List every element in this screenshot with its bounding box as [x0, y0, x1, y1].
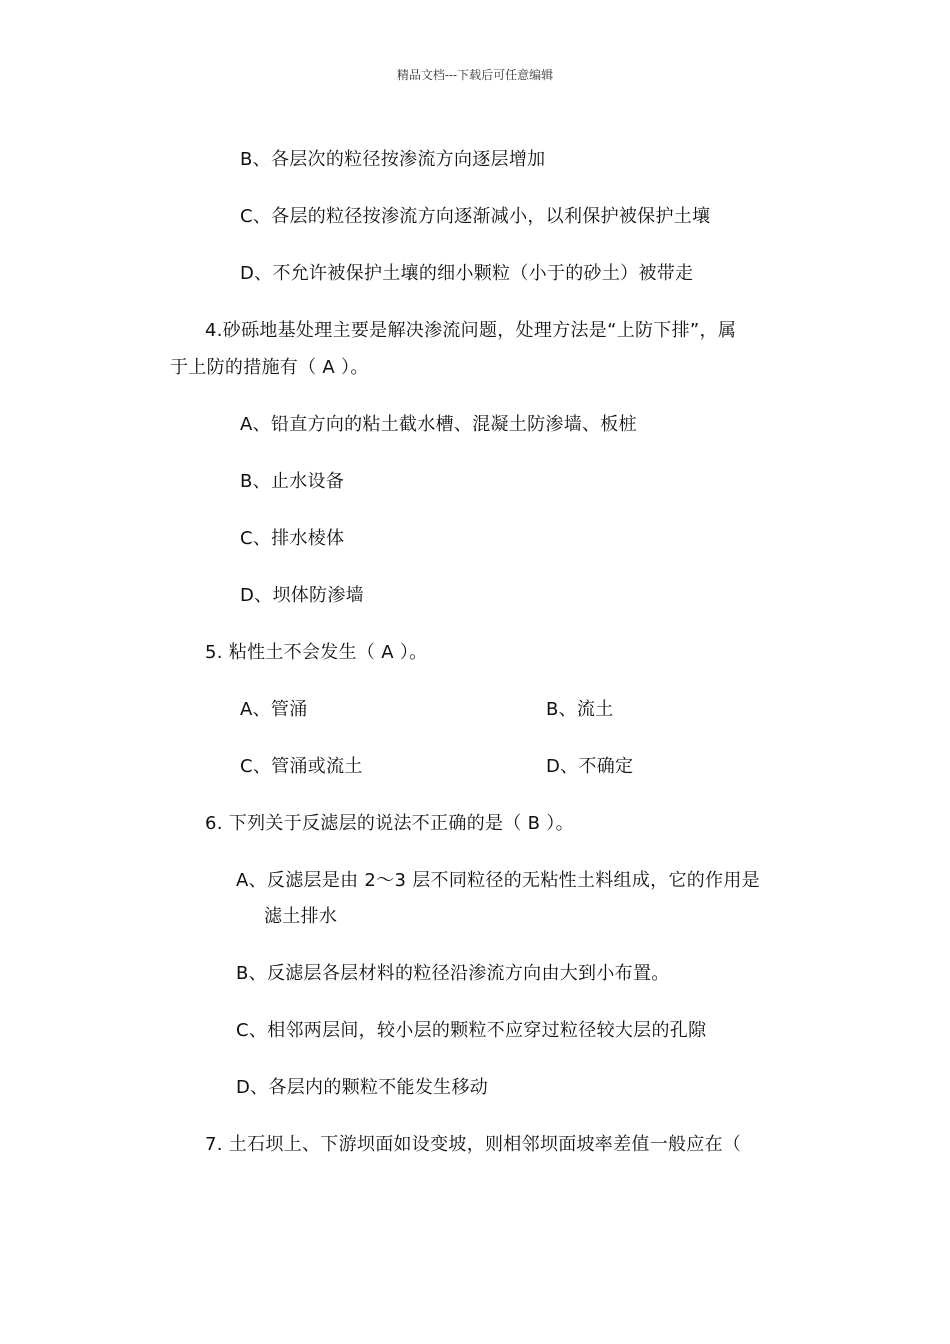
q4-option-d: D、坝体防渗墙: [240, 585, 364, 606]
q3-option-c: C、各层的粒径按渗流方向逐渐减小，以利保护被保护土壤: [240, 206, 711, 227]
q6-option-d: D、各层内的颗粒不能发生移动: [236, 1077, 489, 1098]
q5-stem: 5. 粘性土不会发生（ A ）。: [205, 642, 428, 663]
q7-stem: 7. 土石坝上、下游坝面如设变坡，则相邻坝面坡率差值一般应在（: [205, 1134, 742, 1155]
q5-option-a: A、管涌: [240, 699, 308, 720]
q5-option-c: C、管涌或流土: [240, 756, 363, 777]
q4-stem-line1: 4.砂砾地基处理主要是解决渗流问题，处理方法是“上防下排”，属: [205, 320, 737, 341]
q4-option-b: B、止水设备: [240, 471, 345, 492]
q6-option-c: C、相邻两层间，较小层的颗粒不应穿过粒径较大层的孔隙: [236, 1020, 707, 1041]
q4-stem-line2: 于上防的措施有（ A ）。: [170, 357, 369, 378]
q5-option-d: D、不确定: [546, 756, 634, 777]
q4-option-c: C、排水棱体: [240, 528, 345, 549]
q3-option-d: D、不允许被保护土壤的细小颗粒（小于的砂土）被带走: [240, 263, 694, 284]
q6-option-a-line1: A、反滤层是由 2～3 层不同粒径的无粘性土料组成，它的作用是: [236, 870, 760, 891]
q5-option-b: B、流土: [546, 699, 614, 720]
q3-option-b: B、各层次的粒径按渗流方向逐层增加: [240, 149, 546, 170]
q4-option-a: A、铅直方向的粘土截水槽、混凝土防渗墙、板桩: [240, 414, 637, 435]
q6-stem: 6. 下列关于反滤层的说法不正确的是（ B ）。: [205, 813, 574, 834]
q6-option-b: B、反滤层各层材料的粒径沿渗流方向由大到小布置。: [236, 963, 670, 984]
page-header: 精品文档---下载后可任意编辑: [396, 68, 554, 82]
q6-option-a-line2: 滤土排水: [264, 906, 338, 927]
